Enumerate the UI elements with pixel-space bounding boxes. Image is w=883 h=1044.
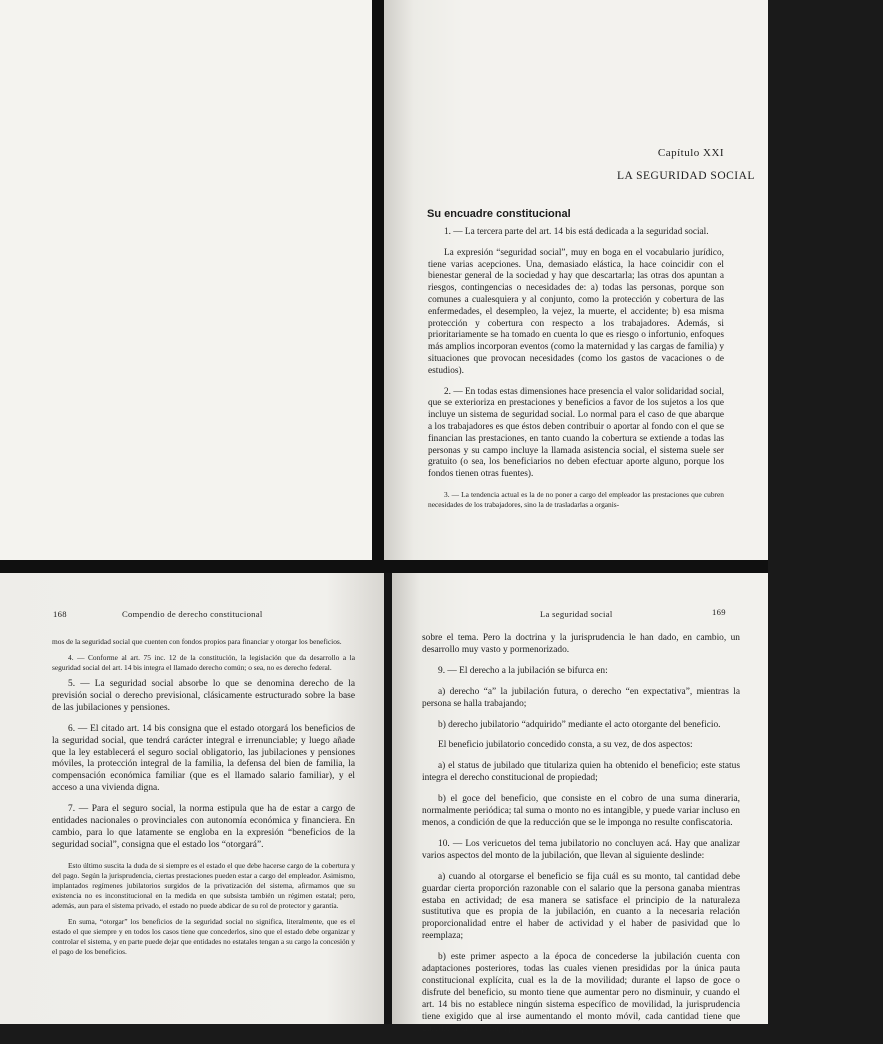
page-169 (392, 573, 768, 1034)
paragraph: 2. — En todas estas dimensiones hace presencia el valor solidaridad social, que se exterioriza en prestaciones y beneficios a favor de los sujetos a los que incluye un sistema de seguridad social. Lo normal para el caso de que abarque a los trabajadores es que éstos deben contribuir o aportar al fondo con el que se financian las prestaciones, en tanto cuando la cobertura se extiende a todas las personas y su campo incluye la llamada asistencia social, el sistema suele ser gratuito (o sea, los beneficiarios no deben efectuar aporte alguno, porque los fondos tienen otras fuentes). (428, 386, 724, 480)
sheet-divider (0, 560, 768, 573)
small-paragraph: 3. — La tendencia actual es la de no poner a cargo del empleador las prestaciones que cubren necesidades de los trabajadores, sino la de trasladarlas a organis- (428, 489, 724, 509)
paragraph: a) el status de jubilado que titulariza quien ha obtenido el beneficio; este status integra el derecho constitucional de propiedad; (422, 761, 740, 784)
running-head: Compendio de derecho constitucional (122, 609, 263, 619)
paragraph: a) cuando al otorgarse el beneficio se fija cuál es su monto, tal cantidad debe guardar cierta proporción razonable con el salario que la persona ganaba mientras estaba en actividad; de esa manera se satisface el principio de la naturaleza sustitutiva que es propia de la jubilación, en cuanto a la necesaria relación proporcionalidad entre el haber de actividad y el haber de pasividad que lo reemplaza; (422, 871, 740, 942)
paragraph: La expresión “seguridad social”, muy en boga en el vocabulario jurídico, tiene varias acepciones. Una, demasiado elástica, la hace coincidir con el bienestar general de la sociedad y hay que descartarla; las otras dos apuntan a riesgos, contingencias o necesidades de: a) todas las personas, porque son comunes a cualesquiera y al conjunto, como la protección y cobertura de las enfermedades, el desempleo, la vejez, la muerte, el accidente; b) esa misma protección y cobertura con respecto a los trabajadores. Además, si prioritariamente se ha tomado en cuenta lo que es riesgo o infortunio, enfoques más amplios incorporan eventos (como la maternidad y las cargas de familia) y situaciones que provocan necesidades (como los gastos de vacaciones o de estudios). (428, 247, 724, 376)
page-number: 168 (53, 609, 67, 619)
paragraph: 7. — Para el seguro social, la norma estipula que ha de estar a cargo de entidades nacionales o provinciales con autonomía económica y financiera. En cambio, para lo que latamente se engloba en la expresión “beneficios de la seguridad social”, consigna que el estado los “otorgará”. (52, 804, 355, 850)
paragraph: a) derecho “a” la jubilación futura, o derecho “en expectativa”, mientras la persona se halla trabajando; (422, 686, 740, 709)
paragraph: b) derecho jubilatorio “adquirido” mediante el acto otorgante del beneficio. (438, 719, 721, 730)
body-text (52, 637, 355, 963)
body-text (428, 227, 724, 516)
section-heading: Su encuadre constitucional (427, 208, 571, 220)
small-paragraph: mos de la seguridad social que cuenten con fondos propios para financiar y otorgar los beneficios. (52, 637, 342, 646)
paragraph: 5. — La seguridad social absorbe lo que se denomina derecho de la previsión social o derecho previsional, clásicamente estructurado sobre la base de las jubilaciones y pensiones. (52, 679, 355, 713)
paragraph: 10. — Los vericuetos del tema jubilatorio no concluyen acá. Hay que analizar varios aspectos del monto de la jubilación, que llevan al siguiente deslinde: (422, 838, 740, 861)
running-head: La seguridad social (540, 609, 613, 619)
page-168 (0, 573, 384, 1024)
chapter-title: LA SEGURIDAD SOCIAL (617, 170, 755, 182)
small-paragraph: 4. — Conforme al art. 75 inc. 12 de la constitución, la legislación que da desarrollo a la seguridad social del art. 14 bis integra el llamado derecho común; o sea, no es derecho federal. (52, 653, 355, 672)
paragraph: El beneficio jubilatorio concedido consta, a su vez, de dos aspectos: (438, 740, 693, 751)
paragraph: b) el goce del beneficio, que consiste en el cobro de una suma dineraria, normalmente periódica; tal suma o monto no es intangible, y puede variar incluso en menos, a condición de que la reducción que se le imponga no resulte confiscatoria. (422, 794, 740, 828)
body-text (422, 633, 740, 1044)
small-paragraph: Esto último suscita la duda de si siempre es el estado el que debe hacerse cargo de la cobertura y del pago. Según la jurisprudencia, ciertas prestaciones pueden estar a cargo del empleador. Asimismo, implantados regímenes jubilatorios surgidos de la privatización del sistema, afirmamos que su existencia no es inconstitucional en la medida en que subsista también un régimen estatal; pero, además, aun para el sistema privado, el estado no puede abdicar de su rol de protector y garantía. (52, 860, 355, 910)
small-paragraph: En suma, “otorgar” los beneficios de la seguridad social no significa, literalmente, que es el estado el que siempre y en todos los casos tiene que concederlos, sino que el estado debe organizar y controlar el sistema, y en parte puede dejar que entidades no estatales tengan a su cargo la concesión y el pago de los beneficios. (52, 916, 355, 956)
paragraph: sobre el tema. Pero la doctrina y la jurisprudencia le han dado, en cambio, un desarrollo muy vasto y pormenorizado. (422, 633, 740, 655)
paragraph: 6. — El citado art. 14 bis consigna que el estado otorgará los beneficios de la seguridad social, que tendrá carácter integral e irrenunciable; y luego añade que la ley establecerá el seguro social obligatorio, las jubilaciones y pensiones móviles, la protección integral de la familia, la defensa del bien de familia, la compensación económica familiar (que es el llamado salario familiar), y el acceso a una vivienda digna. (52, 723, 355, 794)
paragraph: 9. — El derecho a la jubilación se bifurca en: (438, 665, 608, 676)
paragraph: 1. — La tercera parte del art. 14 bis está dedicada a la seguridad social. (444, 227, 709, 237)
chapter-number: Capítulo XXI (657, 147, 725, 159)
page-number: 169 (712, 607, 726, 617)
blank-page (0, 0, 372, 560)
page-chapter-xxi (384, 0, 768, 560)
paragraph: b) este primer aspecto a la época de concederse la jubilación cuenta con adaptaciones posteriores, todas las cuales vienen presididas por la única pauta constitucional explícita, cual es la de la movilidad; durante el lapso de goce o disfrute del beneficio, su monto tiene que aumentar pero no disminuir, y cuando el art. 14 bis no establece ningún sistema específico de movilidad, la jurisprudencia tiene exigido que al irse aumentando el monto móvil, cada cantidad tiene que guardar a su vez cierta proporción (422, 952, 740, 1034)
